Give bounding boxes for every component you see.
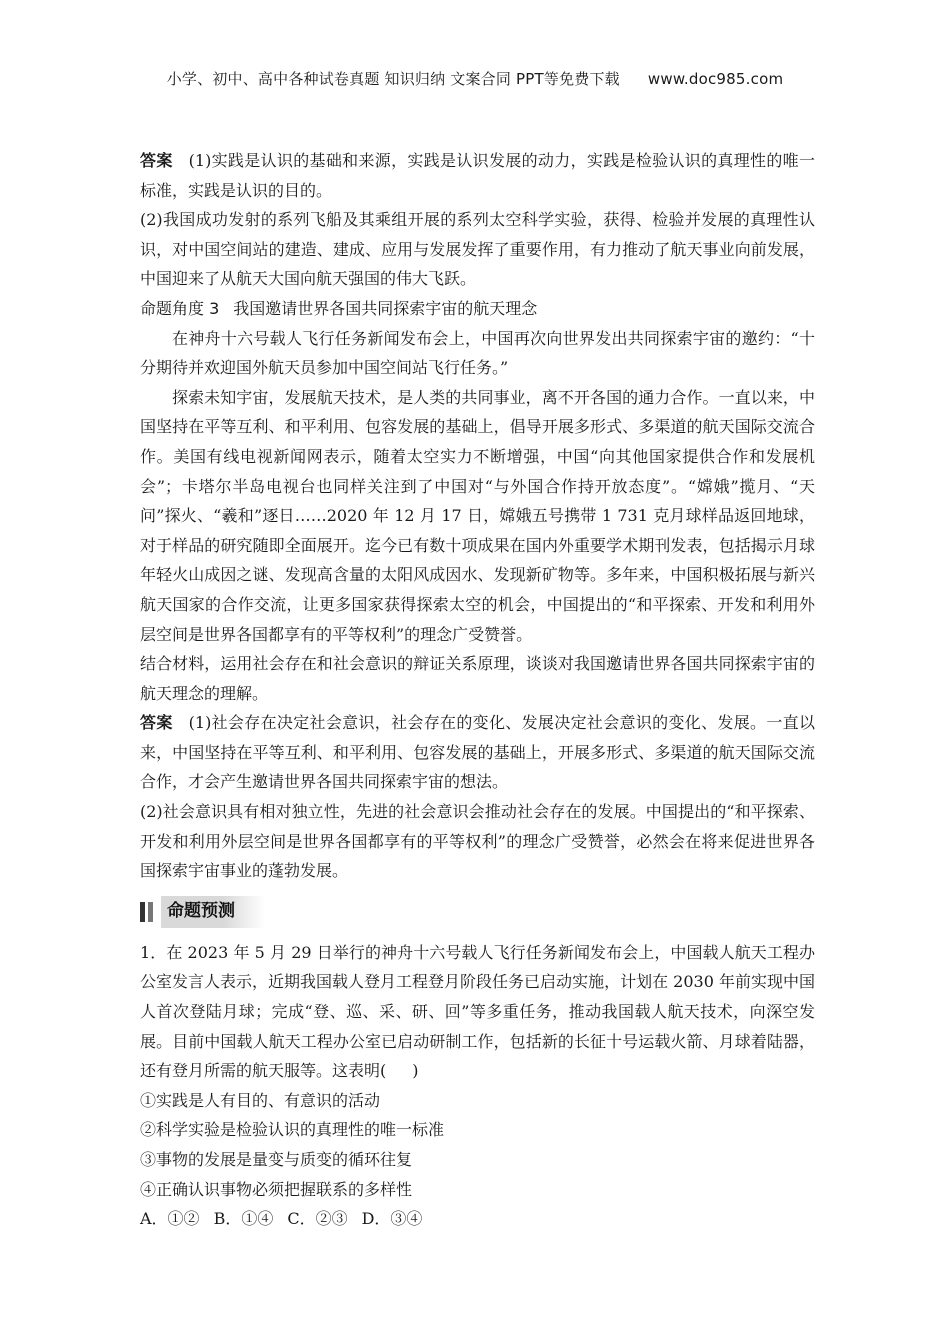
statement-item: ①实践是人有目的、有意识的活动 [140,1090,381,1110]
material-paragraph-2: 探索未知宇宙，发展航天技术，是人类的共同事业，离不开各国的通力合作。一直以来，中国坚持在平等互利、和平利用、包容发展的基础上，倡导开展多形式、多渠道的航天国际交流合作。美国有线电视新闻网表示，随着太空实力不断增强，中国“向其他国家提供合作和发展机会”；卡塔尔半岛电视台也同样关注到了中国对“与外国合作持开放态度”。“嫦娥”揽月、“天问”探火、“羲和”逐日……2020 年 12 月 17 日，嫦娥五号携带 1 731 克月球样品返回地球，对于样品的研究随即全面展开。迄今已有数十项成果在国内外重要学术期刊发表，包括揭示月球年轻火山成因之谜、发现高含量的太阳风成因水、发现新矿物等。多年来，中国积极拓展与新兴航天国家的合作交流，让更多国家获得探索太空的机会，中国提出的“和平探索、开发和利用外层空间是世界各国都享有的平等权利”的理念广受赞誉。 [140,387,815,644]
paren-close: ) [412,1061,419,1081]
answer-label: 答案 [140,151,173,170]
choice-c: C．②③ [287,1209,348,1229]
statement-item: ②科学实验是检验认识的真理性的唯一标准 [140,1120,445,1140]
angle-title: 我国邀请世界各国共同探索宇宙的航天理念 [233,298,538,318]
statement-item: ③事物的发展是量变与质变的循环往复 [140,1150,413,1169]
section-marker-icon [140,902,145,922]
choice-a: A．①② [140,1209,200,1229]
choice-b: B．①④ [213,1209,274,1229]
question-1-text: 1．在 2023 年 5 月 29 日举行的神舟十六号载人飞行任务新闻发布会上，中国载人航天工程办公室发言人表示，近期我国载人登月工程登月阶段任务已启动实施，计划在 2030 年前实现中国人首次登陆月球；完成“登、巡、采、研、回”等多重任务，推动我国载人航天技术，向深空发展。目前中国载人航天工程办公室已启动研制工作，包括新的长征十号运载火箭、月球着陆器，还有登月所需的航天服等。这表明( [140,942,815,1081]
answer-choices [140,1204,815,1234]
question-text: 结合材料，运用社会存在和社会意识的辩证关系原理，谈谈对我国邀请世界各国共同探索宇宙的航天理念的理解。 [140,654,815,703]
angle-3-heading [140,294,815,324]
document-body [140,146,815,1234]
answer-text-2: (1)社会存在决定社会意识，社会存在的变化、发展决定社会意识的变化、发展。一直以来，中国坚持在平等互利、和平利用、包容发展的基础上，开展多形式、多渠道的航天国际交流合作，才会产生邀请世界各国共同探索宇宙的想法。 [140,713,815,792]
header-website-link[interactable]: www.doc985.com [647,70,784,88]
angle-label: 命题角度 3 [140,298,220,318]
section-title: 命题预测 [161,896,265,928]
answer-paragraph-4: (2)社会意识具有相对独立性，先进的社会意识会推动社会存在的发展。中国提出的“和平探索、开发和利用外层空间是世界各国都享有的平等权利”的理念广受赞誉，必然会在将来促进世界各国探索宇宙事业的蓬勃发展。 [140,802,815,881]
choice-d: D．③④ [361,1209,423,1229]
prediction-section-header [140,894,815,930]
answer-label-2: 答案 [140,713,173,733]
statement-item: ④正确认识事物必须把握联系的多样性 [140,1179,413,1199]
answer-paragraph-3 [140,708,815,797]
answer-paragraph-2: (2)我国成功发射的系列飞船及其乘组开展的系列太空科学实验，获得、检验并发展的真理性认识，对中国空间站的建造、建成、应用与发展发挥了重要作用，有力推动了航天事业向前发展，中国迎来了从航天大国向航天强国的伟大飞跃。 [140,210,815,289]
answer-paragraph-1 [140,146,815,205]
section-marker-icon-2 [148,902,153,922]
answer-text: (1)实践是认识的基础和来源，实践是认识发展的动力，实践是检验认识的真理性的唯一标准，实践是认识的目的。 [140,151,815,200]
page-header [0,68,950,89]
question-1-stem [140,938,815,1086]
material-paragraph-1: 在神舟十六号载人飞行任务新闻发布会上，中国再次向世界发出共同探索宇宙的邀约：“十分期待并欢迎国外航天员参加中国空间站飞行任务。” [140,328,815,378]
header-text: 小学、初中、高中各种试卷真题 知识归纳 文案合同 PPT等免费下载 [166,70,620,88]
